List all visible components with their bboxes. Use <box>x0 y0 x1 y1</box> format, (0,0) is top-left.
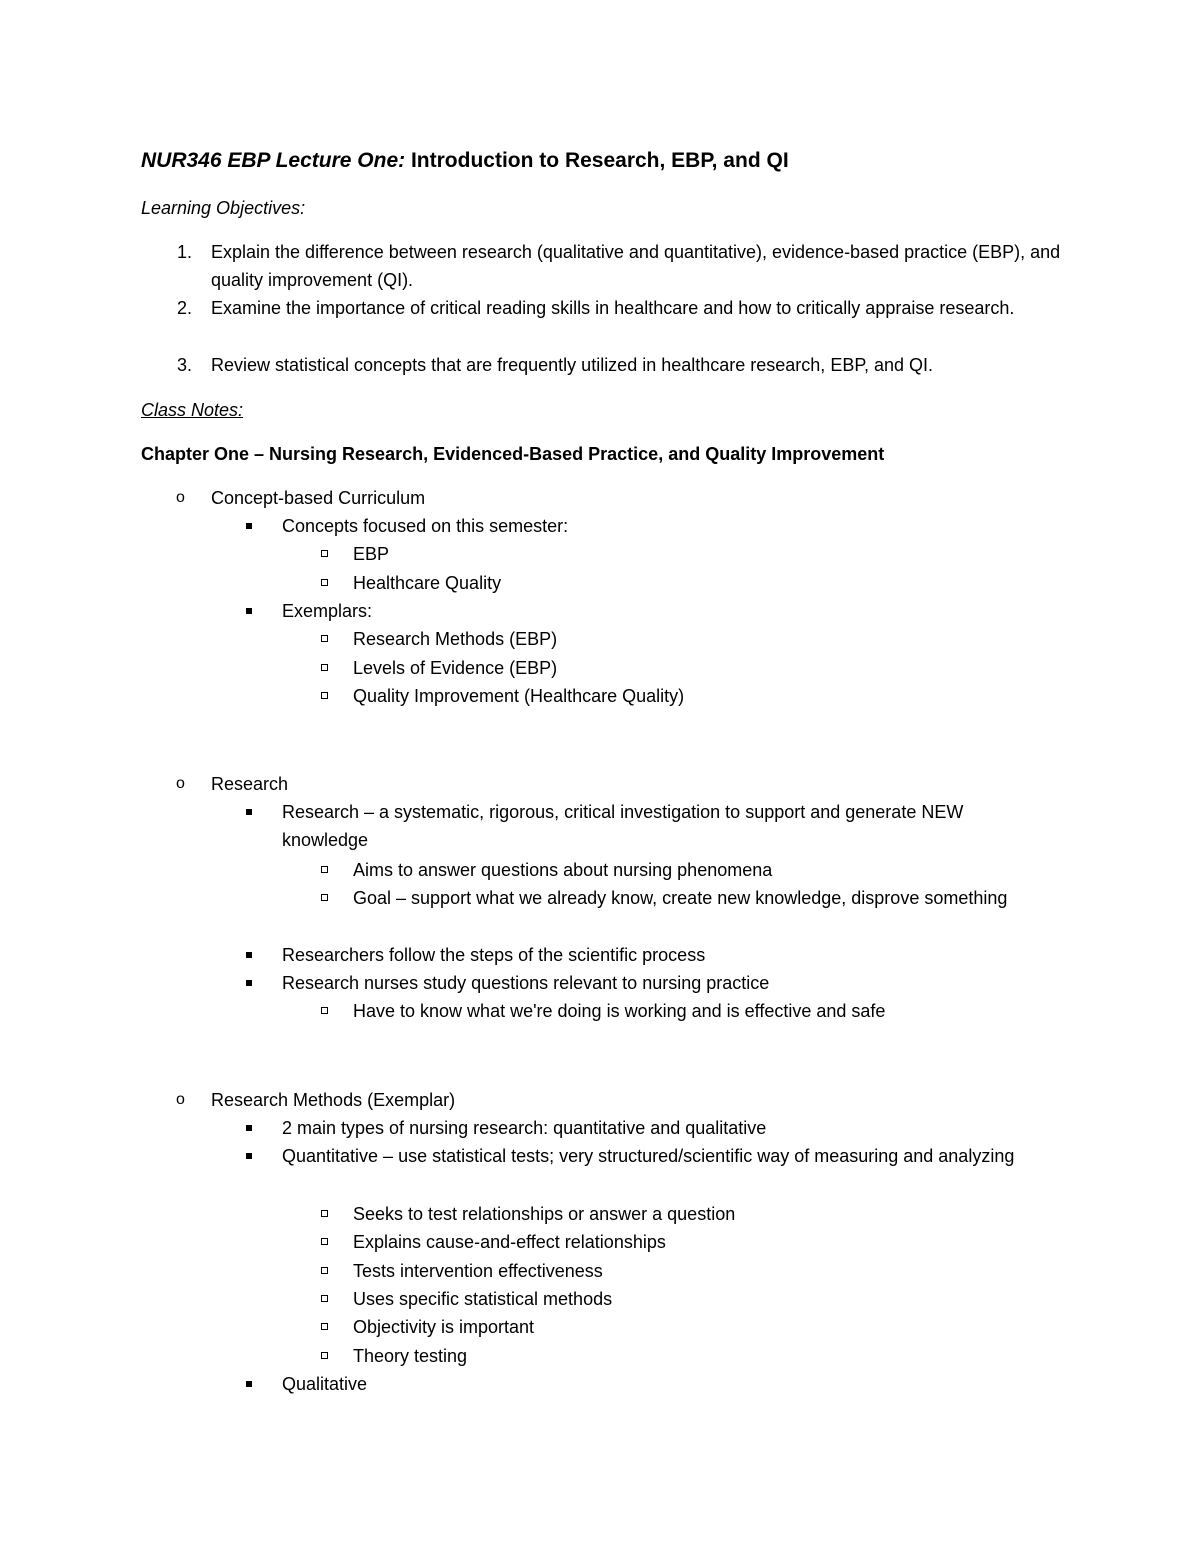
bullet-hollow-square-marker <box>321 1295 328 1302</box>
objective-item <box>141 294 1071 322</box>
bullet-hollow-square-marker <box>321 550 328 557</box>
bullet-hollow-square-marker <box>321 1267 328 1274</box>
chapter-heading: Chapter One – Nursing Research, Evidenced-Based Practice, and Quality Improvement <box>141 444 885 464</box>
list-item-text: Exemplars: <box>282 601 373 621</box>
list-item <box>282 597 1042 625</box>
list-item-text: Research nurses study questions relevant to nursing practice <box>282 973 770 993</box>
bullet-square-marker <box>246 1125 252 1131</box>
objective-text: Review statistical concepts that are frequently utilized in healthcare research, EBP, and QI. <box>211 355 934 375</box>
bullet-hollow-square-marker <box>321 635 328 642</box>
list-item <box>282 1142 1042 1170</box>
list-item <box>282 512 1042 540</box>
bullet-circle-marker: o <box>176 489 185 506</box>
list-item-text: 2 main types of nursing research: quantitative and qualitative <box>282 1118 767 1138</box>
list-item-text: Researchers follow the steps of the scientific process <box>282 945 706 965</box>
title-course-label: NUR346 EBP Lecture One: <box>141 149 406 172</box>
bullet-square-marker <box>246 1381 252 1387</box>
bullet-circle-marker: o <box>176 1091 185 1108</box>
list-item-text: Goal – support what we already know, create new knowledge, disprove something <box>353 888 1008 908</box>
list-item <box>353 1228 1043 1256</box>
list-item-text: Research Methods (Exemplar) <box>211 1090 456 1110</box>
list-item-text: Uses specific statistical methods <box>353 1289 613 1309</box>
list-item <box>282 798 1042 854</box>
objective-item <box>141 351 1071 379</box>
list-item <box>353 682 1043 710</box>
list-item <box>282 1114 1042 1142</box>
objective-item <box>141 238 1071 294</box>
list-item-text: Have to know what we're doing is working and is effective and safe <box>353 1001 886 1021</box>
list-item-text: Quality Improvement (Healthcare Quality) <box>353 686 685 706</box>
list-item <box>353 1342 1043 1370</box>
list-item <box>353 540 1043 568</box>
list-item-text: Explains cause-and-effect relationships <box>353 1232 666 1252</box>
objectives-heading: Learning Objectives: <box>141 198 306 218</box>
bullet-hollow-square-marker <box>321 1007 328 1014</box>
list-item-text: Research – a systematic, rigorous, critical investigation to support and generate NEW knowledge <box>282 802 964 850</box>
list-item-text: Concepts focused on this semester: <box>282 516 569 536</box>
objective-number: 1. <box>177 242 193 262</box>
list-item-text: EBP <box>353 544 390 564</box>
list-item <box>353 1257 1043 1285</box>
list-item <box>353 856 1043 884</box>
list-item-text: Healthcare Quality <box>353 573 502 593</box>
bullet-hollow-square-marker <box>321 1352 328 1359</box>
objective-number: 2. <box>177 298 193 318</box>
bullet-circle-marker: o <box>176 775 185 792</box>
bullet-square-marker <box>246 1153 252 1159</box>
list-item <box>353 1285 1043 1313</box>
list-item-text: Qualitative <box>282 1374 368 1394</box>
list-item <box>353 884 1043 912</box>
list-item <box>353 997 1043 1025</box>
list-item-text: Research Methods (EBP) <box>353 629 558 649</box>
list-item <box>176 770 289 798</box>
bullet-hollow-square-marker <box>321 1210 328 1217</box>
list-item-text: Tests intervention effectiveness <box>353 1261 603 1281</box>
objective-text: Examine the importance of critical reading skills in healthcare and how to critically appraise research. <box>211 298 1015 318</box>
bullet-square-marker <box>246 980 252 986</box>
bullet-hollow-square-marker <box>321 692 328 699</box>
title-topic: Introduction to Research, EBP, and QI <box>405 149 789 172</box>
list-item <box>176 1086 456 1114</box>
list-item-text: Quantitative – use statistical tests; very structured/scientific way of measuring and analyzing <box>282 1146 1015 1166</box>
bullet-square-marker <box>246 608 252 614</box>
list-item-text: Theory testing <box>353 1346 468 1366</box>
list-item <box>353 625 1043 653</box>
list-item <box>353 1313 1043 1341</box>
bullet-square-marker <box>246 523 252 529</box>
list-item <box>353 654 1043 682</box>
page-title <box>141 147 789 175</box>
bullet-hollow-square-marker <box>321 1238 328 1245</box>
bullet-hollow-square-marker <box>321 894 328 901</box>
list-item <box>353 569 1043 597</box>
objective-number: 3. <box>177 355 193 375</box>
bullet-square-marker <box>246 952 252 958</box>
list-item-text: Levels of Evidence (EBP) <box>353 658 558 678</box>
list-item-text: Research <box>211 774 289 794</box>
list-item <box>282 1370 1042 1398</box>
bullet-square-marker <box>246 809 252 815</box>
list-item-text: Aims to answer questions about nursing phenomena <box>353 860 773 880</box>
bullet-hollow-square-marker <box>321 866 328 873</box>
list-item <box>282 941 1042 969</box>
bullet-hollow-square-marker <box>321 579 328 586</box>
list-item-text: Seeks to test relationships or answer a question <box>353 1204 736 1224</box>
objective-text: Explain the difference between research (qualitative and quantitative), evidence-based practice (EBP), and quality improvement (QI). <box>211 242 1061 290</box>
list-item <box>353 1200 1043 1228</box>
bullet-hollow-square-marker <box>321 1323 328 1330</box>
list-item <box>282 969 1042 997</box>
bullet-hollow-square-marker <box>321 664 328 671</box>
class-notes-heading: Class Notes: <box>141 400 244 420</box>
list-item-text: Concept-based Curriculum <box>211 488 426 508</box>
list-item-text: Objectivity is important <box>353 1317 535 1337</box>
list-item <box>176 484 426 512</box>
